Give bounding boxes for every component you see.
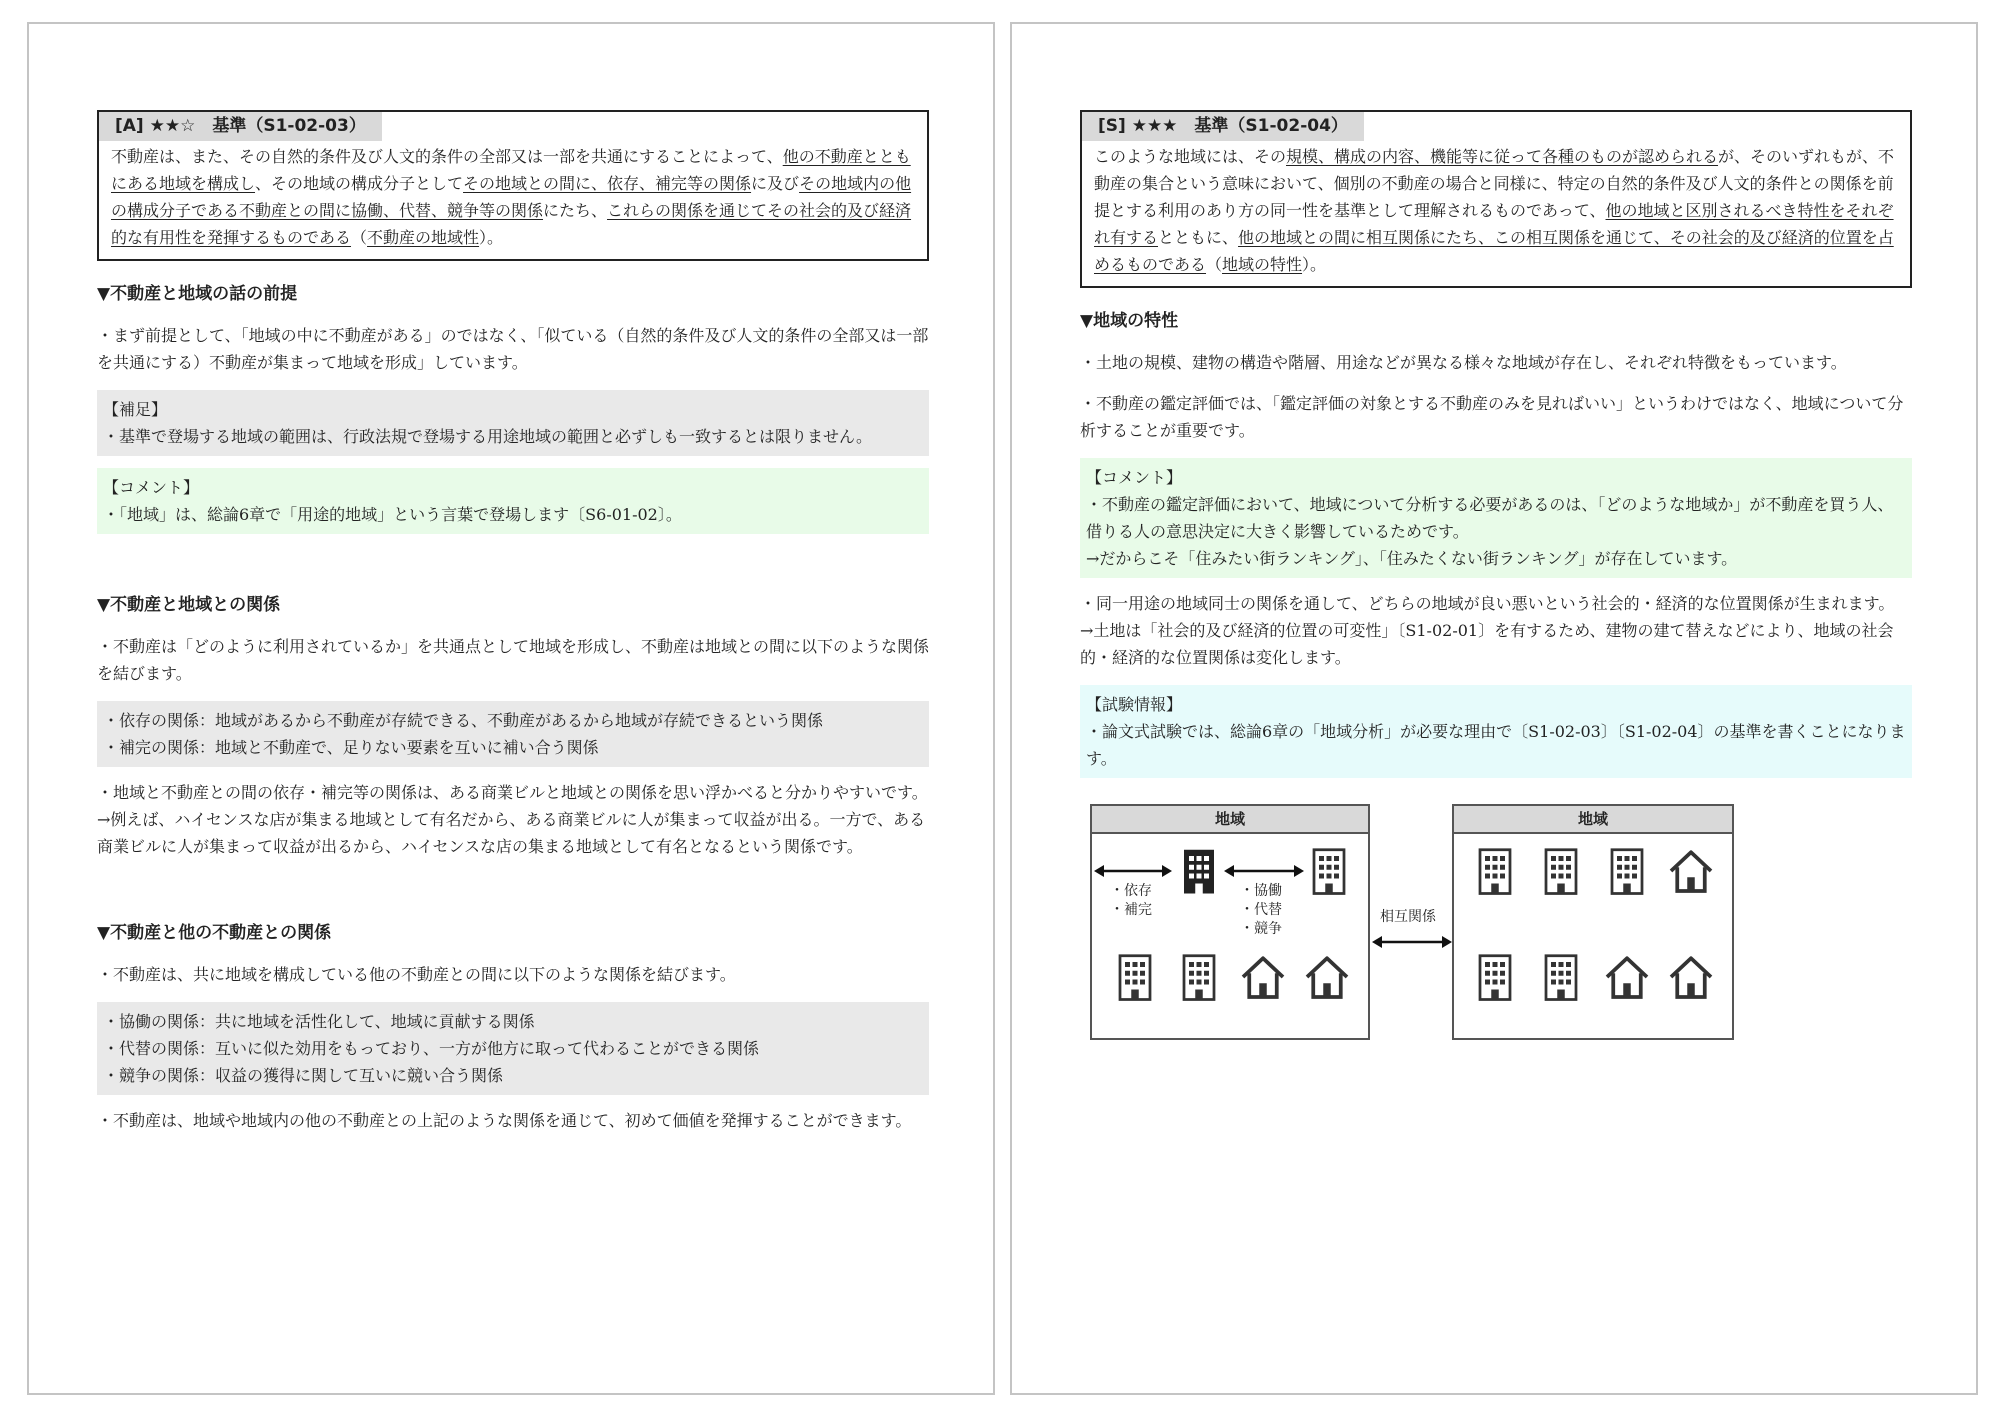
region-title: 地域 — [1092, 806, 1368, 834]
region-relation-diagram — [1080, 804, 1912, 1064]
kijun-keyphrase: 地域の特性 — [1222, 255, 1303, 274]
supplement-box — [97, 390, 929, 456]
kijun-label: [A] ★★☆ 基準（S1-02-03） — [99, 112, 382, 141]
page-left-content — [97, 110, 929, 1148]
paragraph: ・不動産は、地域や地域内の他の不動産との上記のような関係を通じて、初めて価値を発揮することができます。 — [97, 1111, 912, 1130]
double-arrow-icon — [1224, 864, 1304, 878]
kijun-box-s1-02-03 — [97, 110, 929, 261]
comment-title: 【コメント】 — [1086, 468, 1183, 487]
paragraph: →土地は「社会的及び経済的位置の可変性」〔S1-02-01〕を有するため、建物の建て替えなどにより、地域の社会的・経済的な位置関係は変化します。 — [1080, 621, 1894, 667]
kijun-run: このような地域には、その — [1094, 147, 1287, 166]
building-icon — [1536, 952, 1586, 1002]
kijun-run: にたち、 — [543, 201, 608, 220]
page-right-content — [1080, 110, 1912, 1064]
comment-text: ・不動産の鑑定評価において、地域について分析する必要があるのは、「どのような地域か」が不動産を買う人、借りる人の意思決定に大きく影響しているためです。 — [1086, 495, 1894, 541]
relation-label-kyodo: ・協働 ・代替 ・競争 — [1240, 883, 1282, 937]
exam-info-box — [1080, 685, 1912, 778]
kijun-box-s1-02-04 — [1080, 110, 1912, 288]
building-icon — [1470, 952, 1520, 1002]
comment-box — [1080, 458, 1912, 578]
mutual-relation-label: 相互関係 — [1380, 909, 1436, 925]
list-item: ・協働の関係：共に地域を活性化して、地域に貢献する関係 — [103, 1012, 535, 1031]
house-icon — [1602, 952, 1652, 1002]
kijun-keyphrase: これらの関係を通じてその社会的及び経済的な有用性を発揮するものである — [111, 201, 912, 247]
section-heading: ▼地域の特性 — [1080, 311, 1179, 331]
comment-text: ・「地域」は、総論6章で「用途的地域」という言葉で登場します〔S6-01-02〕。 — [103, 505, 682, 524]
house-icon — [1666, 846, 1716, 896]
kijun-text — [1094, 143, 1898, 278]
page-left — [27, 22, 995, 1395]
kijun-run: 不動産は、また、その自然的条件及び人文的条件の全部又は一部を共通にすることによって、 — [111, 147, 783, 166]
section-heading: ▼不動産と他の不動産との関係 — [97, 923, 332, 943]
kijun-run: とともに、 — [1158, 228, 1239, 247]
paragraph: ・不動産は「どのように利用されているか」を共通点として地域を形成し、不動産は地域との間に以下のような関係を結びます。 — [97, 637, 930, 683]
kijun-run: 、その地域の構成分子として — [255, 174, 464, 193]
double-arrow-icon — [1372, 935, 1452, 949]
comment-title: 【コメント】 — [103, 478, 200, 497]
page-right — [1010, 22, 1978, 1395]
exam-info-text: ・論文式試験では、総論6章の「地域分析」が必要な理由で〔S1-02-03〕〔S1-02-04〕の基準を書くことになります。 — [1086, 722, 1906, 768]
region-title: 地域 — [1454, 806, 1732, 834]
kijun-run: ）。 — [1302, 255, 1327, 274]
section-heading: ▼不動産と地域の話の前提 — [97, 284, 298, 304]
list-item: ・代替の関係：互いに似た効用をもっており、一方が他方に取って代わることができる関係 — [103, 1039, 760, 1058]
kijun-keyphrase: 他の不動産とともにある地域を構成し — [111, 147, 911, 193]
building-icon — [1304, 846, 1354, 896]
list-item: ・競争の関係：収益の獲得に関して互いに競い合う関係 — [103, 1066, 504, 1085]
kijun-text — [111, 143, 915, 251]
relation-list-box — [97, 701, 929, 767]
house-icon — [1302, 952, 1352, 1002]
supplement-title: 【補足】 — [103, 400, 168, 419]
kijun-run: （ — [1206, 255, 1223, 274]
kijun-keyphrase: 他の地域との間に相互関係にたち、この相互関係を通じて、その社会的及び経済的位置を占めるものである — [1094, 228, 1894, 274]
building-icon — [1110, 952, 1160, 1002]
paragraph: ・不動産の鑑定評価では、「鑑定評価の対象とする不動産のみを見ればいい」というわけではなく、地域について分析することが重要です。 — [1080, 394, 1904, 440]
paragraph: →例えば、ハイセンスな店が集まる地域として有名だから、ある商業ビルに人が集まって収益が出る。一方で、ある商業ビルに人が集まって収益が出るから、ハイセンスな店の集まる地域として有名となるという関係です。 — [97, 810, 926, 856]
kijun-keyphrase: 規模、構成の内容、機能等に従って各種のものが認められる — [1286, 147, 1719, 166]
subject-building-icon — [1174, 846, 1224, 896]
region-box-a — [1090, 804, 1370, 1040]
paragraph: ・まず前提として、「地域の中に不動産がある」のではなく、「似ている（自然的条件及び人文的条件の全部又は一部を共通にする）不動産が集まって地域を形成」しています。 — [97, 326, 929, 372]
kijun-run: ）。 — [479, 228, 504, 247]
region-box-b — [1452, 804, 1734, 1040]
kijun-run: （ — [351, 228, 368, 247]
kijun-keyphrase: 不動産の地域性 — [367, 228, 480, 247]
kijun-run: が、そのいずれもが、不動産の集合という意味において、個別の不動産の場合と同様に、特定の自然的条件及び人文的条件との関係を前提とする利用のあり方の同一性を基準として理解されるものであって、 — [1094, 147, 1895, 220]
kijun-run: に及び — [751, 174, 800, 193]
kijun-keyphrase: その地域との間に、依存、補完等の関係 — [463, 174, 752, 193]
relation-label-izon: ・依存 ・補完 — [1110, 883, 1152, 918]
exam-info-title: 【試験情報】 — [1086, 695, 1183, 714]
building-icon — [1174, 952, 1224, 1002]
double-arrow-icon — [1094, 864, 1172, 878]
supplement-text: ・基準で登場する地域の範囲は、行政法規で登場する用途地域の範囲と必ずしも一致するとは限りません。 — [103, 427, 872, 446]
paragraph: ・土地の規模、建物の構造や階層、用途などが異なる様々な地域が存在し、それぞれ特徴をもっています。 — [1080, 353, 1847, 372]
kijun-keyphrase: その地域内の他の構成分子である不動産との間に協働、代替、競争等の関係 — [111, 174, 912, 220]
comment-text: →だからこそ「住みたい街ランキング」、「住みたくない街ランキング」が存在しています。 — [1086, 549, 1738, 568]
paragraph: ・地域と不動産との間の依存・補完等の関係は、ある商業ビルと地域との関係を思い浮かべると分かりやすいです。 — [97, 783, 928, 802]
paragraph: ・同一用途の地域同士の関係を通して、どちらの地域が良い悪いという社会的・経済的な位置関係が生まれます。 — [1080, 594, 1895, 613]
paragraph: ・不動産は、共に地域を構成している他の不動産との間に以下のような関係を結びます。 — [97, 965, 736, 984]
house-icon — [1666, 952, 1716, 1002]
building-icon — [1470, 846, 1520, 896]
building-icon — [1536, 846, 1586, 896]
section-heading: ▼不動産と地域との関係 — [97, 595, 281, 615]
list-item: ・補完の関係：地域と不動産で、足りない要素を互いに補い合う関係 — [103, 738, 599, 757]
list-item: ・依存の関係：地域があるから不動産が存続できる、不動産があるから地域が存続できるという関係 — [103, 711, 824, 730]
building-icon — [1602, 846, 1652, 896]
relation-list-box — [97, 1002, 929, 1095]
comment-box — [97, 468, 929, 534]
house-icon — [1238, 952, 1288, 1002]
kijun-label: [S] ★★★ 基準（S1-02-04） — [1082, 112, 1364, 141]
kijun-keyphrase: 他の地域と区別されるべき特性をそれぞれ有する — [1094, 201, 1894, 247]
